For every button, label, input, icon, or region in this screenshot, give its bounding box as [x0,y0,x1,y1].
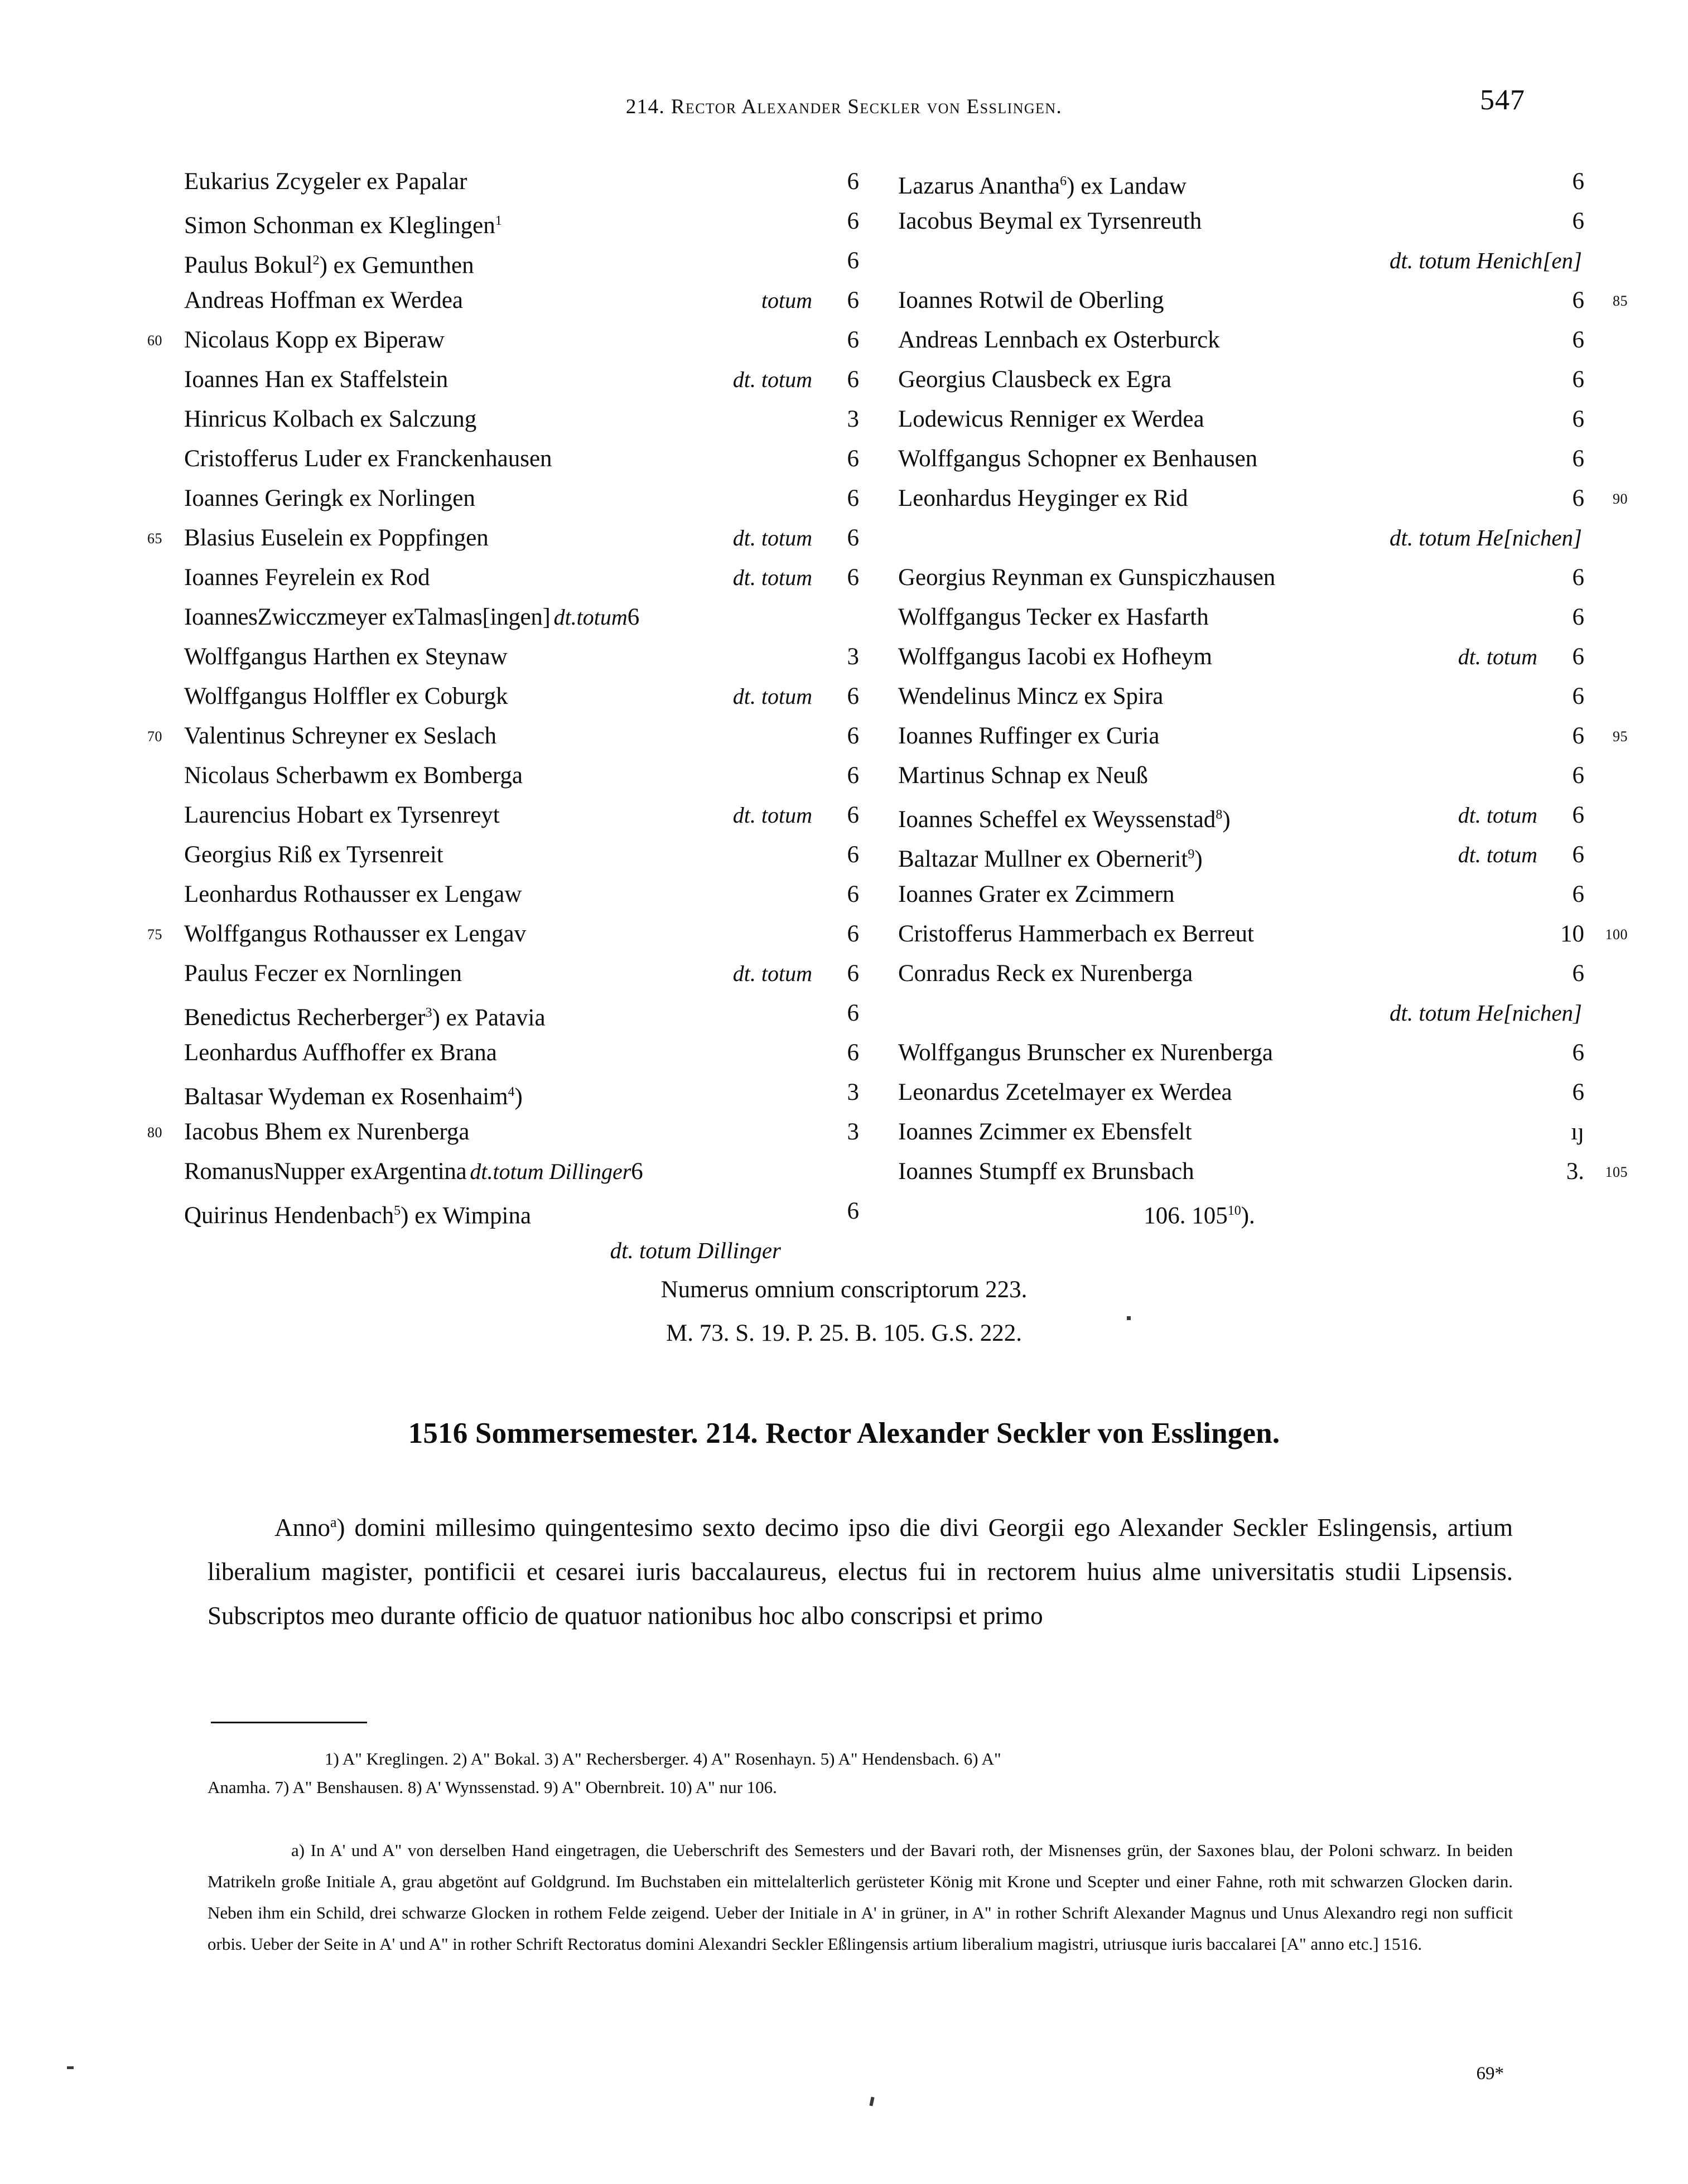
matriculation-entry [184,281,859,320]
matriculation-entry [184,1072,859,1112]
entry-name-tail: ) ex Wimpina [401,1202,532,1229]
entry-footnote-marker: 5 [394,1204,401,1218]
entry-name: Leonhardus Auffhoffer ex Brana [184,1040,497,1066]
entry-name: Baltazar Mullner ex Obernerit [898,846,1188,873]
entry-name: Andreas Hoffman ex Werdea [184,287,464,313]
entry-amount: 6 [1572,564,1584,591]
entry-name: Leonardus Zcetelmayer ex Werdea [898,1079,1232,1105]
entry-line-number: 60 [147,332,162,349]
entry-amount: 6 [1572,960,1584,987]
entry-payment-note: dt. totum [732,803,812,828]
entry-footnote-marker: 2 [312,253,320,268]
body-paragraph [208,1500,1513,1638]
entry-name: Valentinus Schreyner ex Seslach [184,723,497,749]
scan-speck [869,2097,874,2106]
entry-footnote-marker: 8 [1216,808,1223,822]
quire-signature: 69* [1476,2064,1504,2084]
entry-amount: 6 [847,525,859,551]
entry-amount: 3 [847,644,859,670]
running-title: 214. Rector Alexander Seckler von Esslingen. [625,95,1063,118]
matriculation-entry [898,201,1584,241]
entry-name: Laurencius Hobart ex Tyrsenreyt [184,802,500,828]
entry-amount: 6 [1572,446,1584,472]
entry-amount: 6 [847,446,859,472]
matriculation-entry [184,162,859,201]
scan-speck [67,2066,74,2069]
matriculation-entry [184,241,859,281]
footnote-note-a: a) In A' und A" von derselben Hand eingetragen, die Ueberschrift des Semesters und der Bavari roth, der Misnenses grün, der Saxones blau, der Poloni schwarz. In beiden Matrikeln große Initiale A, grau abgetönt auf Goldgrund. Im Buchstaben ein mittelalterlich gerüsteter König mit Krone und Scepter und einer Fahne, roth mit schwarzen Glocken darin. Neben ihm ein Schild, drei schwarze Glocken in rothem Felde zeigend. Ueber der Initiale in A' in grüner, in A" in rother Schrift Alexander Magnus und Unus Alexandro regi non sufficit orbis. Ueber der Seite in A' und A" in rother Schrift Rectoratus domini Alexandri Seckler Eßlingensis artium liberalium magistri, utriusque iuris baccalarei [A" anno etc.] 1516. [208,1840,1513,1954]
entry-name: Wolffgangus Brunscher ex Nurenberga [898,1040,1274,1066]
entry-amount: 6 [847,287,859,313]
entry-name: Simon Schonman ex Kleglingen [184,212,495,239]
entry-name-tail: ) [1222,806,1231,833]
section-heading: 1516 Sommersemester. 214. Rector Alexander Seckler von Esslingen. [408,1417,1280,1449]
entry-payment-note: totum [761,288,812,313]
entry-amount: 6 [847,960,859,987]
entry-name-tail: ) [514,1084,523,1110]
entry-line-number: 75 [147,926,162,943]
matriculation-entry [184,1033,859,1072]
matriculation-entry [184,1191,859,1231]
entry-footnote-marker: 4 [508,1085,515,1099]
entry-name: Wolffgangus Rothausser ex Lengav [184,921,527,947]
matriculation-entry [184,874,859,914]
matriculation-entry [898,558,1584,597]
matriculation-entry [184,954,859,993]
entry-amount: 6 [847,168,859,195]
entry-name: Ioannes Feyrelein ex Rod [184,564,430,591]
matriculation-entry [898,835,1584,874]
entry-name: Paulus Bokul [184,252,313,279]
entry-payment-note: dt.totum [553,605,628,630]
entry-name: Benedictus Recherberger [184,1004,426,1031]
entry-amount: 6 [847,1198,859,1224]
entry-name-tail: ) ex Patavia [432,1004,546,1031]
footnote-line-1: 1) A" Kreglingen. 2) A" Bokal. 3) A" Rechersberger. 4) A" Rosenhayn. 5) A" Hendensbach. 6) A" [325,1749,1001,1769]
entry-name: Lazarus Anantha [898,173,1060,200]
matriculation-entry [147,320,859,360]
page-number: 547 [1480,84,1525,116]
entry-amount: 6 [627,604,640,630]
entry-name: Baltasar Wydeman ex Rosenhaim [184,1084,508,1110]
entry-name: Iacobus Bhem ex Nurenberga [184,1119,470,1145]
entry-name-tail: ) ex Gemunthen [319,252,474,279]
entry-amount: 6 [1572,1040,1584,1066]
matriculation-entry [898,360,1584,399]
entry-amount: 6 [847,1000,859,1026]
body-footnote-marker: a [330,1514,337,1530]
entry-name: Ioannes Stumpff ex Brunsbach [898,1158,1194,1185]
entry-payment-note: dt. totum [732,367,812,392]
matriculation-entry [898,716,1628,756]
entry-amount: 6 [1572,644,1584,670]
matriculation-entry [184,360,859,399]
entry-name: Ioannes Zcimmer ex Ebensfelt [898,1119,1192,1145]
matriculation-entry [898,1072,1584,1112]
entry-amount: 6 [1572,881,1584,907]
entry-name: Wolffgangus Iacobi ex Hofheym [898,644,1212,670]
entry-name: Leonhardus Heyginger ex Rid [898,485,1188,511]
entry-amount: 10 [1560,921,1584,947]
footnote-rule [211,1722,367,1723]
entry-line-number: 85 [1613,293,1628,309]
matriculation-entry [898,1112,1584,1152]
entry-line-number: 70 [147,728,162,745]
entry-name: IoannesZwicczmeyer exTalmas[ingen] [184,604,551,630]
entry-name: Hinricus Kolbach ex Salczung [184,406,477,432]
entry-amount: 6 [1572,366,1584,393]
matriculation-entry [898,914,1628,954]
entry-amount: 6 [847,248,859,274]
column-left [147,162,859,1270]
matriculation-entry [184,756,859,795]
column-subheading: dt. totum He[nichen] [1389,1000,1582,1026]
entry-line-number: 90 [1613,491,1628,507]
entry-name-tail: ) [1194,846,1203,873]
entry-payment-note: dt. totum [1458,803,1537,828]
matriculation-entry [898,1152,1628,1191]
entry-amount: 3 [847,1119,859,1145]
matriculation-entry [184,993,859,1033]
entry-amount: 6 [1572,406,1584,432]
entry-line-number: 95 [1613,728,1628,745]
entry-name: Cristofferus Luder ex Franckenhausen [184,446,552,472]
entry-name: Ioannes Rotwil de Oberling [898,287,1164,313]
matriculation-entry [898,439,1584,479]
entry-footnote-marker: 1 [495,214,502,228]
entry-amount: 6 [847,327,859,353]
body-opening-word: Anno [274,1514,330,1542]
entry-amount: 6 [1572,168,1584,195]
matriculation-entry [184,795,859,835]
entry-amount: 6 [847,208,859,234]
entry-amount: 6 [1572,485,1584,511]
entry-name: Blasius Euselein ex Poppfingen [184,525,489,551]
matriculation-entry [184,1152,859,1191]
entry-amount: 6 [847,762,859,789]
matriculation-entry [898,1033,1584,1072]
entry-line-number: 80 [147,1124,162,1141]
entry-footnote-marker: 3 [425,1006,432,1020]
matriculation-entry [147,914,859,954]
entry-name: Eukarius Zcygeler ex Papalar [184,168,467,195]
entry-amount: 6 [1572,842,1584,868]
matriculation-entry [147,716,859,756]
matriculation-entry [898,874,1584,914]
entry-amount: 6 [1572,287,1584,313]
matriculation-entry [898,637,1584,677]
entry-payment-note: dt. totum [732,565,812,590]
entry-amount: 3. [1566,1158,1584,1185]
matriculation-entry [184,597,859,637]
entry-name: Ioannes Geringk ex Norlingen [184,485,475,511]
entry-amount: 6 [847,1040,859,1066]
matriculation-entry [147,518,859,558]
entry-payment-note: dt. totum [732,961,812,986]
entry-name: Ioannes Han ex Staffelstein [184,366,448,393]
entry-name: Lodewicus Renniger ex Werdea [898,406,1204,432]
matriculation-entry [898,399,1584,439]
footnotes-short [208,1745,1513,1801]
entry-footnote-marker: 9 [1188,847,1195,862]
matriculation-entry [898,756,1584,795]
entry-amount: 6 [847,564,859,591]
entry-payment-note: dt. totum [1458,842,1537,867]
right-column-total: 106. $105^{10}$). [1144,1202,1255,1229]
summary-line-1: Numerus omnium conscriptorum 223. [660,1277,1028,1303]
entry-amount: 6 [847,802,859,828]
matriculation-entry [898,320,1584,360]
matriculation-entry [898,597,1584,637]
matriculation-entry [898,162,1584,201]
entry-name: RomanusNupper exArgentina [184,1158,467,1185]
entry-amount: 6 [847,842,859,868]
summary-line-2: M. 73. S. 19. P. 25. B. 105. G.S. 222. [666,1320,1022,1346]
entry-name: Cristofferus Hammerbach ex Berreut [898,921,1255,947]
matriculation-entry [898,281,1628,320]
entry-payment-note: dt.totum Dillinger [470,1159,631,1184]
entry-name: Andreas Lennbach ex Osterburck [898,327,1220,353]
matriculation-entry [184,637,859,677]
entry-name: Wolffgangus Harthen ex Steynaw [184,644,508,670]
entry-name: Paulus Feczer ex Nornlingen [184,960,462,987]
matriculation-entry [184,439,859,479]
entry-amount: 6 [631,1158,643,1185]
matriculation-entry [898,677,1584,716]
column-subheading: dt. totum He[nichen] [1389,525,1582,550]
entry-name: Georgius Clausbeck ex Egra [898,366,1171,393]
running-head [0,95,1688,119]
entry-amount: 3 [847,1079,859,1105]
body-text: ) domini millesimo quingentesimo sexto decimo ipso die divi Georgii ego Alexander Seckler Eslingensis, artium liberalium magister, pontificii et cesarei iuris baccalaureus, electus fui in rectorem huius alme universitatis studii Lipsensis. Subscriptos meo durante officio de quatuor nationibus hoc albo conscripsi et primo [208,1514,1513,1630]
entry-name: Martinus Schnap ex Neuß [898,762,1148,789]
entry-name: Ioannes Grater ex Zcimmern [898,881,1175,907]
entry-amount: 6 [1572,327,1584,353]
entry-amount: 6 [847,723,859,749]
entry-name: Conradus Reck ex Nurenberga [898,960,1193,987]
entry-name: Nicolaus Scherbawm ex Bomberga [184,762,523,789]
entry-amount: ıȷ [1571,1119,1584,1145]
entry-amount: 6 [847,485,859,511]
entry-name: Ioannes Scheffel ex Weyssenstad [898,806,1216,833]
entry-footnote-marker: 6 [1060,174,1067,189]
entry-name: Georgius Riß ex Tyrsenreit [184,842,443,868]
matriculation-entry [184,677,859,716]
matriculation-entry [184,835,859,874]
entry-amount: 6 [1572,1079,1584,1105]
entry-amount: 6 [1572,208,1584,234]
column-subheading: dt. totum Henich[en] [1389,248,1582,273]
entry-line-number: 65 [147,530,162,547]
entry-line-number: 105 [1605,1164,1628,1180]
entry-amount: 6 [847,683,859,709]
matriculation-entry [184,399,859,439]
entry-amount: 6 [1572,723,1584,749]
entry-amount: 6 [847,921,859,947]
entry-payment-note: dt. totum [732,525,812,550]
matriculation-entry [898,479,1628,518]
entry-amount: 3 [847,406,859,432]
matriculation-entry [898,954,1584,993]
matriculation-entry [184,558,859,597]
entry-line-number: 100 [1605,926,1628,943]
left-column-trailing-note: dt. totum Dillinger [610,1238,781,1263]
matriculation-entry [184,479,859,518]
entry-name: Ioannes Ruffinger ex Curia [898,723,1160,749]
entry-name: Iacobus Beymal ex Tyrsenreuth [898,208,1202,234]
entry-amount: 6 [847,881,859,907]
matriculation-entry [898,795,1584,835]
entry-name: Leonhardus Rothausser ex Lengaw [184,881,522,907]
entry-amount: 6 [847,366,859,393]
entry-name: Wolffgangus Holffler ex Coburgk [184,683,508,709]
entry-name: Wolffgangus Schopner ex Benhausen [898,446,1258,472]
matriculation-entry [147,1112,859,1152]
entry-payment-note: dt. totum [732,684,812,709]
entry-name-tail: ) ex Landaw [1067,173,1187,200]
scan-speck [1127,1316,1131,1320]
entry-amount: 6 [1572,762,1584,789]
entry-name: Quirinus Hendenbach [184,1202,394,1229]
column-right [898,162,1628,1231]
entry-name: Nicolaus Kopp ex Biperaw [184,327,445,353]
entry-payment-note: dt. totum [1458,644,1537,669]
entry-amount: 6 [1572,802,1584,828]
right-total-footnote-marker: 10 [1227,1204,1241,1218]
matriculation-entry [184,201,859,241]
entry-name: Georgius Reynman ex Gunspiczhausen [898,564,1276,591]
entry-amount: 6 [1572,683,1584,709]
entry-amount: 6 [1572,604,1584,630]
entry-name: Wendelinus Mincz ex Spira [898,683,1164,709]
entry-name: Wolffgangus Tecker ex Hasfarth [898,604,1209,630]
footnote-line-2: Anamha. 7) A" Benshausen. 8) A' Wynssenstad. 9) A" Obernbreit. 10) A" nur 106. [208,1777,777,1797]
